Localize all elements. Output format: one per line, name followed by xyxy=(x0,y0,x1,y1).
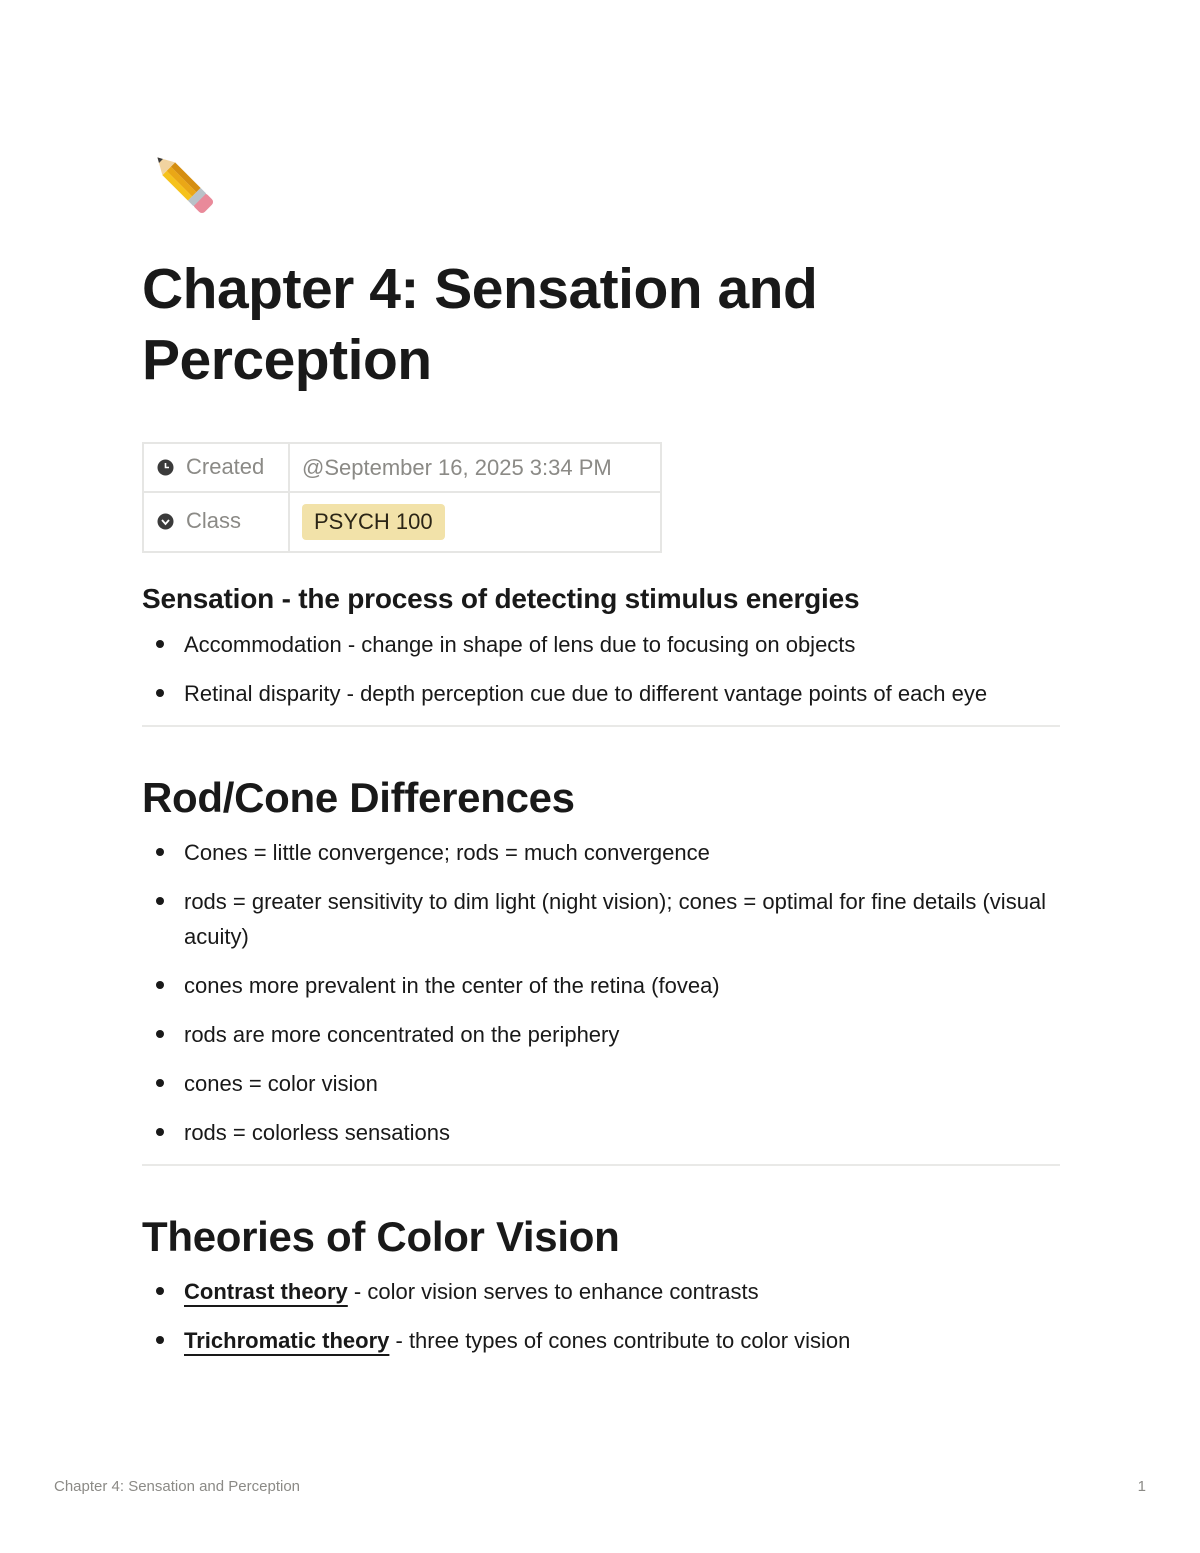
term-link-contrast-theory[interactable]: Contrast theory xyxy=(184,1279,348,1304)
color-vision-list xyxy=(142,1274,1060,1358)
list-item xyxy=(142,835,1060,870)
divider xyxy=(142,1164,1060,1166)
page-content xyxy=(142,140,1060,1372)
bullet-icon xyxy=(156,897,164,905)
bullet-icon xyxy=(156,1030,164,1038)
bullet-icon xyxy=(156,1336,164,1344)
rod-cone-list xyxy=(142,835,1060,1150)
bullet-icon xyxy=(156,981,164,989)
term-link-trichromatic-theory[interactable]: Trichromatic theory xyxy=(184,1328,390,1353)
footer-title: Chapter 4: Sensation and Perception xyxy=(54,1478,300,1495)
list-item xyxy=(142,1115,1060,1150)
bullet-icon xyxy=(156,1128,164,1136)
list-item-text: cones more prevalent in the center of the retina (fovea) xyxy=(184,973,720,998)
property-row-created xyxy=(143,443,661,492)
list-item xyxy=(142,1066,1060,1101)
list-item xyxy=(142,968,1060,1003)
list-item-text: rods are more concentrated on the periphery xyxy=(184,1022,620,1047)
clock-icon xyxy=(156,456,174,482)
property-label-created: Created xyxy=(186,453,265,479)
section-heading-rod-cone: Rod/Cone Differences xyxy=(142,774,575,821)
list-item-text: - color vision serves to enhance contrasts xyxy=(347,1279,759,1304)
bullet-icon xyxy=(156,1079,164,1087)
list-item-text: Accommodation - change in shape of lens due to focusing on objects xyxy=(184,632,856,657)
properties-table xyxy=(142,442,662,553)
select-icon xyxy=(156,510,174,536)
list-item-text: - three types of cones contribute to color vision xyxy=(389,1328,851,1353)
list-item xyxy=(142,1323,1060,1358)
list-item xyxy=(142,1017,1060,1052)
list-item-text: rods = greater sensitivity to dim light (night vision); cones = optimal for fine details (visual acuity) xyxy=(184,889,1047,949)
list-item xyxy=(142,627,1060,662)
class-tag[interactable]: PSYCH 100 xyxy=(302,504,445,540)
property-value-created[interactable]: @September 16, 2025 3:34 PM xyxy=(289,443,661,492)
divider xyxy=(142,725,1060,727)
list-item xyxy=(142,884,1060,954)
bullet-icon xyxy=(156,640,164,648)
sensation-list xyxy=(142,627,1060,711)
property-label-class: Class xyxy=(186,508,242,533)
list-item-text: Cones = little convergence; rods = much convergence xyxy=(184,840,710,865)
property-row-class xyxy=(143,492,661,552)
page-title: Chapter 4: Sensation and Perception xyxy=(142,257,818,392)
property-name-class xyxy=(143,492,289,552)
footer-page-number: 1 xyxy=(1137,1478,1146,1495)
property-value-class[interactable] xyxy=(289,492,661,552)
section-heading-sensation: Sensation - the process of detecting stimulus energies xyxy=(142,583,860,614)
bullet-icon xyxy=(156,1287,164,1295)
list-item xyxy=(142,676,1060,711)
section-heading-color-vision: Theories of Color Vision xyxy=(142,1213,620,1260)
bullet-icon xyxy=(156,848,164,856)
list-item-text: cones = color vision xyxy=(184,1071,378,1096)
bullet-icon xyxy=(156,689,164,697)
pencil-icon xyxy=(142,140,228,230)
list-item-text: rods = colorless sensations xyxy=(184,1120,450,1145)
property-name-created xyxy=(143,443,289,492)
list-item xyxy=(142,1274,1060,1309)
list-item-text: Retinal disparity - depth perception cue due to different vantage points of each eye xyxy=(184,681,988,706)
